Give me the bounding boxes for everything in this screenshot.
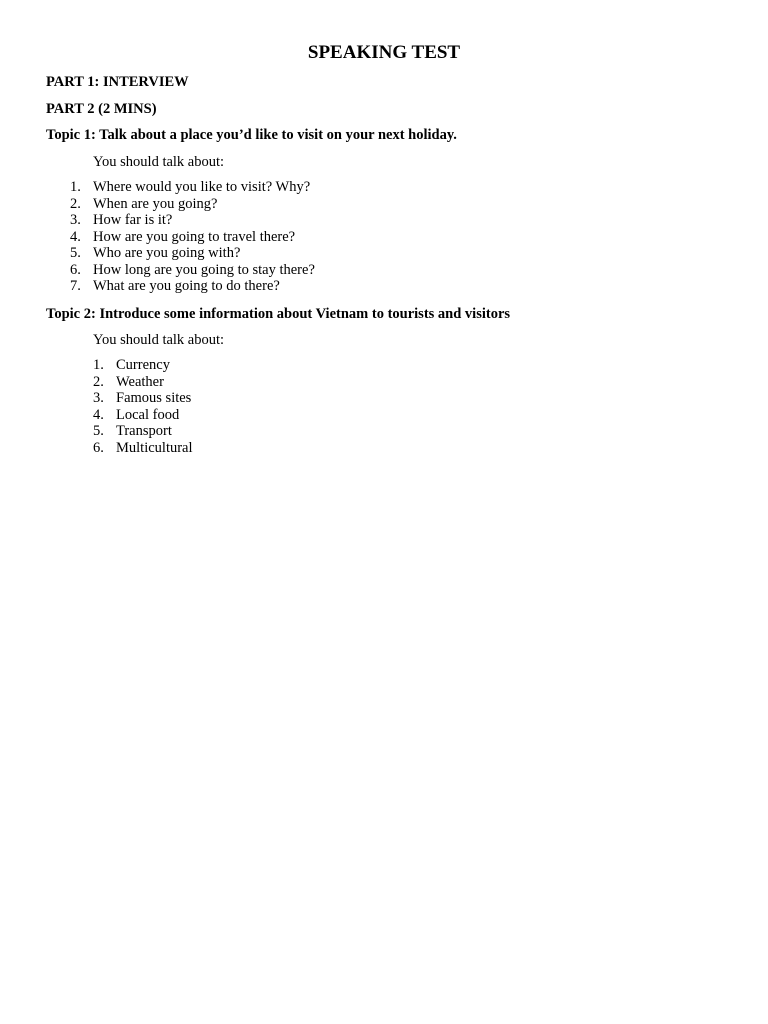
list-item-text: How long are you going to stay there?	[93, 261, 315, 278]
list-item-number: 1.	[93, 357, 104, 373]
list-item-text: Where would you like to visit? Why?	[93, 179, 311, 195]
list-item-number: 2.	[70, 195, 81, 212]
list-item-text: Multicultural	[116, 439, 193, 456]
list-item-number: 2.	[93, 373, 104, 390]
list-item-number: 1.	[70, 179, 81, 195]
list-item-text: Famous sites	[116, 390, 192, 406]
list-item-number: 5.	[93, 423, 104, 439]
list-item-text: Weather	[116, 373, 164, 390]
topic2-heading: Topic 2: Introduce some information about Vietnam to tourists and visitors	[46, 306, 511, 322]
topic2-intro: You should talk about:	[93, 332, 225, 348]
list-item-number: 3.	[70, 212, 81, 228]
list-item-number: 5.	[70, 245, 81, 261]
list-item-text: How are you going to travel there?	[93, 228, 296, 245]
list-item-text: What are you going to do there?	[93, 278, 280, 294]
list-item-text: When are you going?	[93, 195, 218, 212]
list-item-number: 6.	[93, 439, 104, 456]
part1-heading: PART 1: INTERVIEW	[46, 74, 189, 90]
list-item-text: Local food	[116, 406, 180, 423]
document-title: SPEAKING TEST	[307, 42, 461, 63]
list-item-number: 3.	[93, 390, 104, 406]
part2-heading: PART 2 (2 MINS)	[46, 101, 157, 117]
list-item-number: 7.	[70, 278, 81, 294]
list-item-text: Who are you going with?	[93, 245, 241, 261]
list-item-text: How far is it?	[93, 212, 173, 228]
list-item-number: 4.	[93, 406, 104, 423]
list-item-number: 6.	[70, 261, 81, 278]
topic1-heading: Topic 1: Talk about a place you’d like to visit on your next holiday.	[46, 127, 457, 143]
list-item-text: Currency	[116, 357, 170, 373]
list-item-number: 4.	[70, 228, 81, 245]
list-item-text: Transport	[116, 423, 172, 439]
topic1-intro: You should talk about:	[93, 154, 225, 170]
